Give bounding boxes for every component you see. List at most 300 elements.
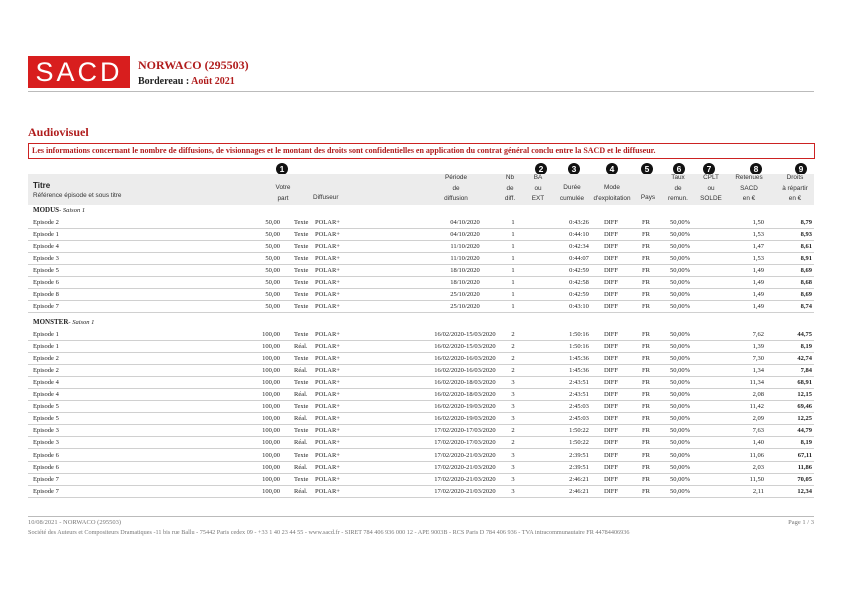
sacd-deductions: 7,63 <box>752 427 764 435</box>
exploitation-mode: DIFF <box>603 403 619 411</box>
col-ba-ext: BA ou EXT <box>531 174 545 202</box>
broadcast-period: 16/02/2020-19/03/2020 <box>434 415 496 423</box>
contribution-type: Texte <box>294 243 309 251</box>
broadcaster: POLAR+ <box>315 403 340 411</box>
cumulative-duration: 0:42:58 <box>569 279 589 287</box>
col-titre: Titre <box>33 181 51 190</box>
section-title: Audiovisuel <box>28 125 89 139</box>
episode-title: Episode 2 <box>33 367 59 375</box>
header-divider <box>28 91 814 92</box>
contribution-type: Texte <box>294 403 309 411</box>
broadcast-count: 1 <box>511 303 515 311</box>
country: FR <box>642 391 650 399</box>
country: FR <box>642 355 650 363</box>
exploitation-mode: DIFF <box>603 439 619 447</box>
part-value: 50,00 <box>265 267 280 275</box>
remuneration-rate: 50,00% <box>669 475 691 483</box>
sacd-deductions: 1,49 <box>752 291 764 299</box>
sacd-deductions: 11,06 <box>749 451 764 459</box>
part-value: 100,00 <box>262 415 280 423</box>
rights-amount: 69,46 <box>797 403 812 411</box>
cumulative-duration: 1:50:22 <box>569 427 589 435</box>
remuneration-rate: 50,00% <box>669 367 691 375</box>
sacd-deductions: 1,49 <box>752 267 764 275</box>
broadcast-period: 16/02/2020-18/03/2020 <box>434 379 496 387</box>
cumulative-duration: 0:42:59 <box>569 291 589 299</box>
country: FR <box>642 343 650 351</box>
episode-title: Episode 2 <box>33 355 59 363</box>
col-periode: Période de diffusion <box>444 174 468 202</box>
rights-amount: 67,11 <box>797 451 812 459</box>
exploitation-mode: DIFF <box>603 475 619 483</box>
country: FR <box>642 255 650 263</box>
contribution-type: Réal. <box>294 391 308 399</box>
broadcaster: POLAR+ <box>315 219 340 226</box>
broadcast-period: 18/10/2020 <box>450 279 480 287</box>
broadcaster: POLAR+ <box>315 255 340 263</box>
part-value: 100,00 <box>262 451 280 459</box>
broadcast-count: 1 <box>511 291 515 299</box>
broadcast-period: 16/02/2020-15/03/2020 <box>434 331 496 338</box>
broadcast-count: 2 <box>511 355 515 363</box>
sacd-deductions: 1,53 <box>752 231 764 239</box>
broadcast-period: 17/02/2020-17/03/2020 <box>434 427 496 435</box>
footer-divider <box>28 516 814 517</box>
cumulative-duration: 2:46:21 <box>569 475 589 483</box>
rights-amount: 44,79 <box>797 427 812 435</box>
remuneration-rate: 50,00% <box>669 451 691 459</box>
col-nb: Nb de diff. <box>504 174 516 202</box>
country: FR <box>642 243 650 251</box>
contribution-type: Texte <box>294 451 309 459</box>
badge-5: 5 <box>641 163 653 175</box>
exploitation-mode: DIFF <box>603 355 619 363</box>
cumulative-duration: 2:39:51 <box>569 451 589 459</box>
broadcaster: POLAR+ <box>315 303 340 311</box>
col-diffuseur: Diffuseur <box>313 194 339 201</box>
broadcast-count: 2 <box>511 427 515 435</box>
sacd-deductions: 1,49 <box>752 279 764 287</box>
sacd-deductions: 1,49 <box>752 303 764 311</box>
contribution-type: Réal. <box>294 439 308 447</box>
country: FR <box>642 439 650 447</box>
broadcaster: POLAR+ <box>315 343 340 351</box>
cumulative-duration: 1:45:36 <box>569 367 589 375</box>
col-droits: Droits à répartir en € <box>782 174 808 202</box>
badge-4: 4 <box>606 163 618 175</box>
rights-amount: 8,91 <box>800 255 812 263</box>
part-value: 50,00 <box>265 231 280 239</box>
broadcaster: POLAR+ <box>315 487 340 495</box>
cumulative-duration: 2:43:51 <box>569 391 589 399</box>
broadcast-period: 17/02/2020-21/03/2020 <box>434 475 496 483</box>
remuneration-rate: 50,00% <box>669 415 691 423</box>
sacd-deductions: 1,39 <box>752 343 764 351</box>
exploitation-mode: DIFF <box>603 343 619 351</box>
episode-title: Episode 1 <box>33 331 59 338</box>
rights-amount: 68,91 <box>797 379 812 387</box>
rights-amount: 42,74 <box>797 355 812 363</box>
remuneration-rate: 50,00% <box>669 463 691 471</box>
exploitation-mode: DIFF <box>603 415 619 423</box>
country: FR <box>642 415 650 423</box>
broadcaster: POLAR+ <box>315 475 340 483</box>
broadcaster: POLAR+ <box>315 291 340 299</box>
exploitation-mode: DIFF <box>603 219 619 226</box>
broadcast-period: 11/10/2020 <box>450 255 480 263</box>
broadcast-period: 16/02/2020-15/03/2020 <box>434 343 496 351</box>
series-name: MONSTER <box>33 318 69 326</box>
broadcast-count: 2 <box>511 331 515 338</box>
broadcaster: POLAR+ <box>315 279 340 287</box>
broadcast-count: 2 <box>511 439 515 447</box>
series-season: - Saison 1 <box>68 319 95 326</box>
cumulative-duration: 2:46:21 <box>569 487 589 495</box>
contribution-type: Texte <box>294 303 309 311</box>
part-value: 100,00 <box>262 343 280 351</box>
remuneration-rate: 50,00% <box>669 331 691 338</box>
sacd-deductions: 11,42 <box>749 403 764 411</box>
country: FR <box>642 231 650 239</box>
remuneration-rate: 50,00% <box>669 219 691 226</box>
part-value: 100,00 <box>262 355 280 363</box>
exploitation-mode: DIFF <box>603 487 619 495</box>
broadcast-period: 16/02/2020-16/03/2020 <box>434 367 496 375</box>
contribution-type: Réal. <box>294 367 308 375</box>
rights-amount: 8,93 <box>800 231 812 239</box>
exploitation-mode: DIFF <box>603 451 619 459</box>
contribution-type: Réal. <box>294 343 308 351</box>
badge-9: 9 <box>795 163 807 175</box>
episode-title: Episode 3 <box>33 255 59 263</box>
broadcast-period: 17/02/2020-21/03/2020 <box>434 487 496 495</box>
broadcast-count: 3 <box>511 463 515 471</box>
episode-title: Episode 6 <box>33 451 59 459</box>
contribution-type: Texte <box>294 231 309 239</box>
period-label: Bordereau : <box>138 76 192 87</box>
episode-title: Episode 7 <box>33 487 59 495</box>
rights-amount: 8,19 <box>800 439 812 447</box>
rights-amount: 12,15 <box>797 391 812 399</box>
broadcast-period: 16/02/2020-19/03/2020 <box>434 403 496 411</box>
part-value: 100,00 <box>262 463 280 471</box>
country: FR <box>642 331 650 338</box>
part-value: 100,00 <box>262 403 280 411</box>
broadcast-count: 1 <box>511 267 515 275</box>
episode-title: Episode 3 <box>33 439 59 447</box>
country: FR <box>642 451 650 459</box>
col-duree: Durée cumulée <box>559 184 585 202</box>
cumulative-duration: 2:45:03 <box>569 415 589 423</box>
episode-title: Episode 2 <box>33 219 59 226</box>
badge-6: 6 <box>673 163 685 175</box>
broadcast-period: 11/10/2020 <box>450 243 480 251</box>
country: FR <box>642 463 650 471</box>
remuneration-rate: 50,00% <box>669 391 691 399</box>
exploitation-mode: DIFF <box>603 267 619 275</box>
contribution-type: Réal. <box>294 415 308 423</box>
exploitation-mode: DIFF <box>603 231 619 239</box>
broadcast-count: 1 <box>511 243 515 251</box>
broadcast-count: 1 <box>511 279 515 287</box>
exploitation-mode: DIFF <box>603 303 619 311</box>
exploitation-mode: DIFF <box>603 331 619 338</box>
country: FR <box>642 291 650 299</box>
sacd-deductions: 1,50 <box>752 219 764 226</box>
episode-title: Episode 5 <box>33 403 59 411</box>
badge-3: 3 <box>568 163 580 175</box>
broadcast-period: 04/10/2020 <box>450 231 480 239</box>
episode-title: Episode 8 <box>33 291 59 299</box>
broadcast-period: 04/10/2020 <box>450 219 480 226</box>
exploitation-mode: DIFF <box>603 243 619 251</box>
cumulative-duration: 1:50:16 <box>569 343 589 351</box>
rights-amount: 8,69 <box>800 267 812 275</box>
cumulative-duration: 0:44:10 <box>569 231 589 239</box>
series-season: - Saison 1 <box>59 207 86 214</box>
part-value: 50,00 <box>265 219 280 226</box>
rights-amount: 8,61 <box>800 243 812 251</box>
cumulative-duration: 2:43:51 <box>569 379 589 387</box>
part-value: 100,00 <box>262 367 280 375</box>
col-part: Votre part <box>275 184 291 202</box>
cumulative-duration: 0:42:34 <box>569 243 589 251</box>
series-name: MODUS <box>33 206 60 214</box>
contribution-type: Texte <box>294 291 309 299</box>
broadcaster: POLAR+ <box>315 379 340 387</box>
remuneration-rate: 50,00% <box>669 403 691 411</box>
broadcaster: POLAR+ <box>315 463 340 471</box>
remuneration-rate: 50,00% <box>669 355 691 363</box>
contribution-type: Texte <box>294 255 309 263</box>
episode-title: Episode 1 <box>33 343 59 351</box>
broadcast-period: 16/02/2020-18/03/2020 <box>434 391 496 399</box>
rights-amount: 8,68 <box>800 279 812 287</box>
broadcaster: POLAR+ <box>315 267 340 275</box>
beneficiary-title: NORWACO (295503) <box>138 58 249 72</box>
rights-amount: 70,05 <box>797 475 812 483</box>
episode-title: Episode 4 <box>33 243 59 251</box>
part-value: 100,00 <box>262 391 280 399</box>
sacd-deductions: 2,08 <box>752 391 764 399</box>
col-retenues: Retenues SACD en € <box>735 174 763 202</box>
episode-title: Episode 7 <box>33 475 59 483</box>
episode-title: Episode 4 <box>33 379 59 387</box>
country: FR <box>642 403 650 411</box>
exploitation-mode: DIFF <box>603 367 619 375</box>
confidentiality-notice: Les informations concernant le nombre de diffusions, de visionnages et le montant des droits sont confidentielles en application du contrat général conclu entre la SACD et le diffuseur. <box>28 143 815 159</box>
sacd-deductions: 1,47 <box>752 243 764 251</box>
broadcast-count: 1 <box>511 231 515 239</box>
part-value: 50,00 <box>265 279 280 287</box>
contribution-type: Texte <box>294 219 309 226</box>
badge-2: 2 <box>535 163 547 175</box>
remuneration-rate: 50,00% <box>669 243 691 251</box>
rights-amount: 44,75 <box>797 331 812 338</box>
broadcast-period: 16/02/2020-16/03/2020 <box>434 355 496 363</box>
col-titre-sub: Référence épisode et sous titre <box>33 192 122 199</box>
broadcaster: POLAR+ <box>315 451 340 459</box>
contribution-type: Réal. <box>294 463 308 471</box>
cumulative-duration: 2:45:03 <box>569 403 589 411</box>
exploitation-mode: DIFF <box>603 255 619 263</box>
broadcaster: POLAR+ <box>315 415 340 423</box>
sacd-deductions: 11,50 <box>749 475 764 483</box>
row-divider <box>28 312 814 313</box>
exploitation-mode: DIFF <box>603 279 619 287</box>
rights-amount: 12,25 <box>797 415 812 423</box>
remuneration-rate: 50,00% <box>669 487 691 495</box>
broadcast-period: 17/02/2020-21/03/2020 <box>434 463 496 471</box>
badge-8: 8 <box>750 163 762 175</box>
sacd-deductions: 1,34 <box>752 367 764 375</box>
cumulative-duration: 1:50:16 <box>569 331 589 338</box>
exploitation-mode: DIFF <box>603 463 619 471</box>
episode-title: Episode 6 <box>33 279 59 287</box>
remuneration-rate: 50,00% <box>669 303 691 311</box>
contribution-type: Texte <box>294 475 309 483</box>
country: FR <box>642 367 650 375</box>
cumulative-duration: 0:43:26 <box>569 219 589 226</box>
broadcast-count: 2 <box>511 343 515 351</box>
broadcast-count: 2 <box>511 367 515 375</box>
episode-title: Episode 6 <box>33 463 59 471</box>
contribution-type: Texte <box>294 355 309 363</box>
broadcast-period: 18/10/2020 <box>450 267 480 275</box>
episode-title: Episode 1 <box>33 231 59 239</box>
contribution-type: Texte <box>294 379 309 387</box>
sacd-deductions: 1,40 <box>752 439 764 447</box>
broadcast-count: 3 <box>511 403 515 411</box>
broadcaster: POLAR+ <box>315 231 340 239</box>
badge-1: 1 <box>276 163 288 175</box>
episode-title: Episode 5 <box>33 415 59 423</box>
contribution-type: Réal. <box>294 487 308 495</box>
remuneration-rate: 50,00% <box>669 231 691 239</box>
col-cplt: CPLT ou SOLDE <box>700 174 722 202</box>
part-value: 50,00 <box>265 255 280 263</box>
cumulative-duration: 2:39:51 <box>569 463 589 471</box>
remuneration-rate: 50,00% <box>669 255 691 263</box>
broadcaster: POLAR+ <box>315 367 340 375</box>
rights-amount: 8,69 <box>800 291 812 299</box>
page-number: Page 1 / 3 <box>788 519 814 526</box>
row-divider <box>28 497 814 498</box>
broadcast-count: 1 <box>511 255 515 263</box>
rights-amount: 8,79 <box>800 219 812 226</box>
broadcast-count: 1 <box>511 219 515 226</box>
rights-amount: 12,34 <box>797 487 812 495</box>
country: FR <box>642 267 650 275</box>
broadcast-count: 3 <box>511 379 515 387</box>
broadcast-count: 3 <box>511 415 515 423</box>
cumulative-duration: 1:50:22 <box>569 439 589 447</box>
sacd-deductions: 2,09 <box>752 415 764 423</box>
part-value: 100,00 <box>262 487 280 495</box>
part-value: 50,00 <box>265 291 280 299</box>
remuneration-rate: 50,00% <box>669 279 691 287</box>
country: FR <box>642 303 650 311</box>
exploitation-mode: DIFF <box>603 291 619 299</box>
exploitation-mode: DIFF <box>603 379 619 387</box>
cumulative-duration: 0:44:07 <box>569 255 589 263</box>
rights-amount: 11,86 <box>797 463 812 471</box>
sacd-deductions: 2,03 <box>752 463 764 471</box>
exploitation-mode: DIFF <box>603 427 619 435</box>
sacd-deductions: 2,11 <box>752 487 764 495</box>
broadcast-period: 17/02/2020-17/03/2020 <box>434 439 496 447</box>
remuneration-rate: 50,00% <box>669 291 691 299</box>
footer-legal: Société des Auteurs et Compositeurs Dramatiques -11 bis rue Ballu - 75442 Paris cedex 09 - +33 1 40 23 44 55 - www.sacd.fr - SIRET 784 406 936 000 12 - APE 9003B - RCS Paris D 784 406 936 - TVA intracommunautaire FR 44784406936 <box>28 529 630 536</box>
episode-title: Episode 7 <box>33 303 59 311</box>
period-value: Août 2021 <box>191 76 235 87</box>
country: FR <box>642 475 650 483</box>
part-value: 100,00 <box>262 439 280 447</box>
contribution-type: Texte <box>294 267 309 275</box>
remuneration-rate: 50,00% <box>669 267 691 275</box>
col-mode: Mode d'exploitation <box>593 184 631 202</box>
remuneration-rate: 50,00% <box>669 379 691 387</box>
broadcaster: POLAR+ <box>315 439 340 447</box>
part-value: 50,00 <box>265 303 280 311</box>
sacd-deductions: 7,62 <box>752 331 764 338</box>
broadcaster: POLAR+ <box>315 355 340 363</box>
group-title <box>33 318 94 326</box>
rights-amount: 8,19 <box>800 343 812 351</box>
country: FR <box>642 279 650 287</box>
broadcaster: POLAR+ <box>315 391 340 399</box>
col-pays: Pays <box>640 194 656 201</box>
rights-amount: 8,74 <box>800 303 812 311</box>
contribution-type: Texte <box>294 427 309 435</box>
broadcast-count: 3 <box>511 487 515 495</box>
broadcast-period: 17/02/2020-21/03/2020 <box>434 451 496 459</box>
broadcast-count: 3 <box>511 391 515 399</box>
episode-title: Episode 3 <box>33 427 59 435</box>
episode-title: Episode 4 <box>33 391 59 399</box>
broadcast-period: 25/10/2020 <box>450 303 480 311</box>
sacd-deductions: 1,53 <box>752 255 764 263</box>
statement-period <box>138 76 235 87</box>
exploitation-mode: DIFF <box>603 391 619 399</box>
country: FR <box>642 219 650 226</box>
footer-doc-ref: 10/08/2021 - NORWACO (295503) <box>28 519 121 526</box>
badge-7: 7 <box>703 163 715 175</box>
sacd-logo: SACD <box>28 56 130 88</box>
country: FR <box>642 427 650 435</box>
cumulative-duration: 0:43:10 <box>569 303 589 311</box>
broadcast-period: 25/10/2020 <box>450 291 480 299</box>
sacd-deductions: 7,30 <box>752 355 764 363</box>
part-value: 50,00 <box>265 243 280 251</box>
part-value: 100,00 <box>262 427 280 435</box>
part-value: 100,00 <box>262 379 280 387</box>
sacd-deductions: 11,34 <box>749 379 764 387</box>
rights-amount: 7,84 <box>800 367 812 375</box>
remuneration-rate: 50,00% <box>669 343 691 351</box>
col-taux: Taux de remun. <box>668 174 688 202</box>
cumulative-duration: 0:42:59 <box>569 267 589 275</box>
country: FR <box>642 379 650 387</box>
broadcaster: POLAR+ <box>315 427 340 435</box>
cumulative-duration: 1:45:36 <box>569 355 589 363</box>
group-title <box>33 206 85 214</box>
part-value: 100,00 <box>262 331 280 338</box>
broadcaster: POLAR+ <box>315 243 340 251</box>
broadcaster: POLAR+ <box>315 331 340 338</box>
part-value: 100,00 <box>262 475 280 483</box>
episode-title: Episode 5 <box>33 267 59 275</box>
